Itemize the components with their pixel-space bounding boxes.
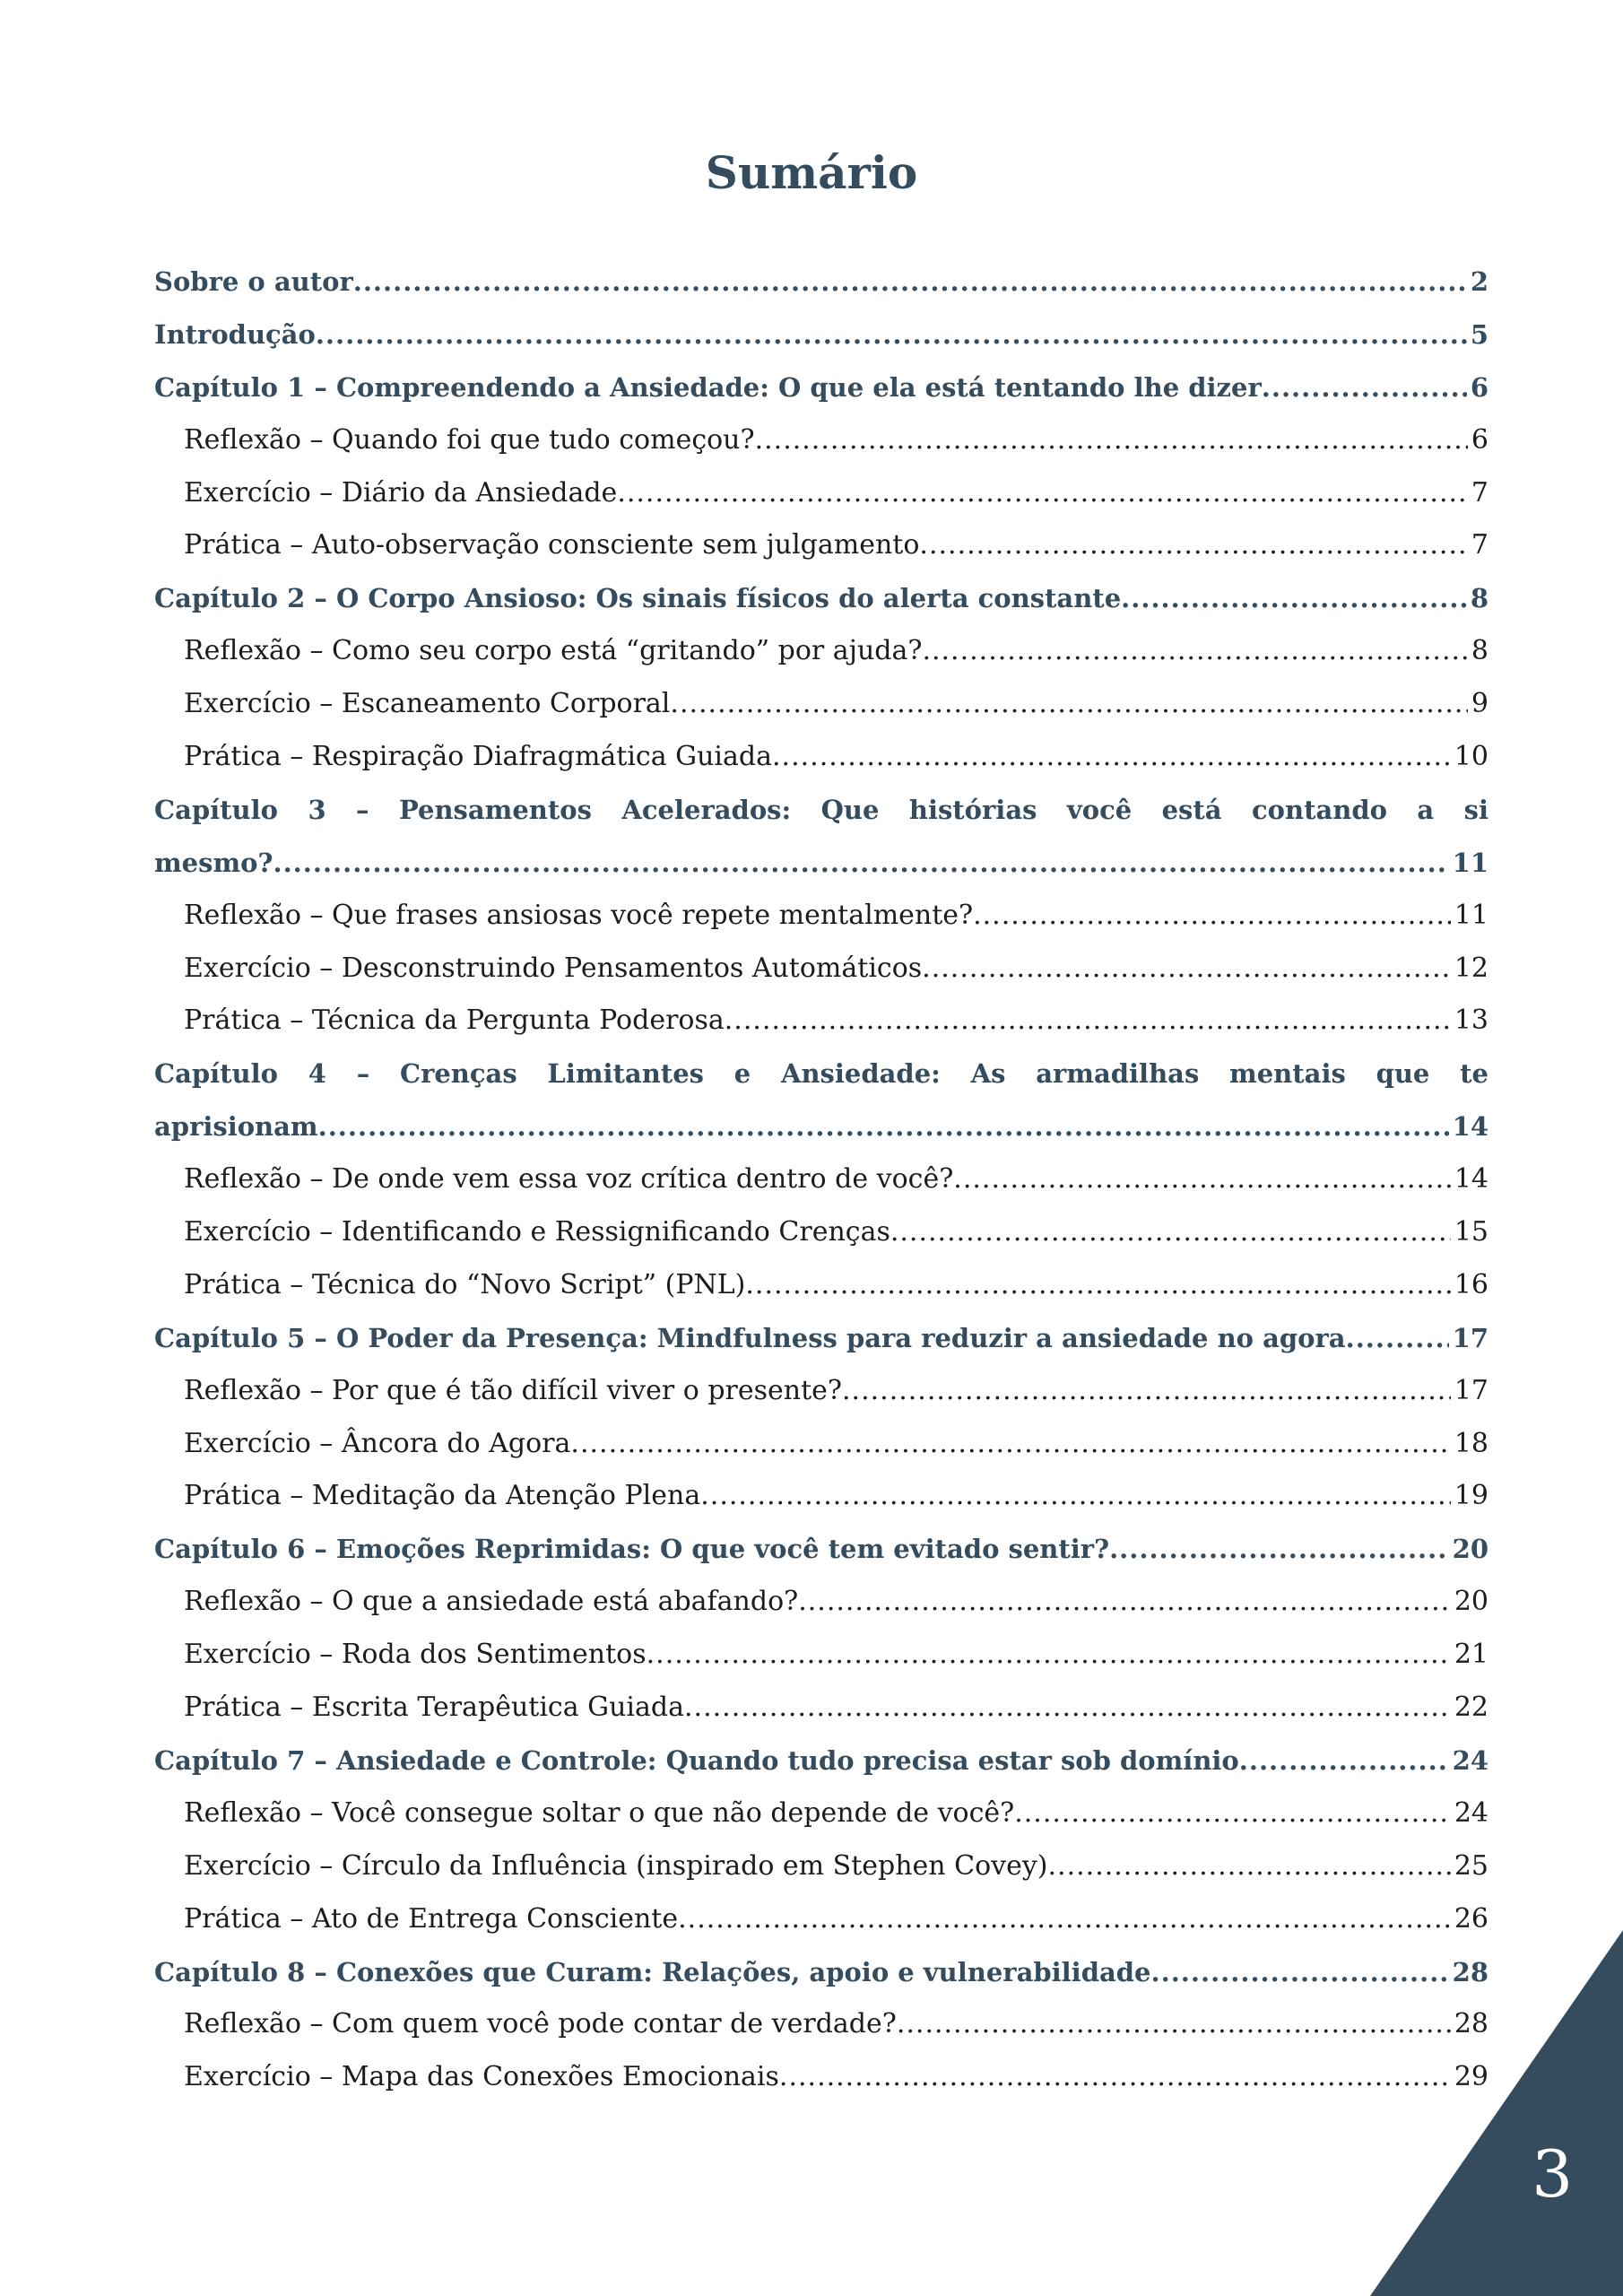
toc-entry-title: Exercício – Escaneamento Corporal — [184, 688, 671, 720]
toc-dot-leader — [1239, 1735, 1449, 1787]
toc-chapter-entry[interactable] — [154, 361, 1488, 414]
toc-dot-leader — [316, 309, 1467, 361]
toc-entry-page-number: 13 — [1454, 1004, 1488, 1037]
toc-entry-title: Capítulo 8 – Conexões que Curam: Relações, apoio e vulnerabilidade — [154, 1956, 1151, 1987]
toc-chapter-entry[interactable] — [154, 1735, 1488, 1787]
toc-chapter-title-line[interactable]: Capítulo 4 – Crenças Limitantes e Ansiedade: As armadilhas mentais que te — [154, 1058, 1488, 1090]
toc-chapter-entry[interactable] — [154, 1946, 1488, 1999]
toc-entry-title: Exercício – Desconstruindo Pensamentos Automáticos — [184, 952, 923, 984]
toc-entry-page-number: 20 — [1452, 1534, 1488, 1565]
toc-dot-leader — [842, 1365, 1451, 1418]
toc-entry-title: Prática – Meditação da Atenção Plena — [184, 1480, 701, 1512]
toc-dot-leader — [725, 995, 1451, 1048]
toc-dot-leader — [919, 519, 1467, 572]
toc-entry-title: Sobre o autor — [154, 266, 353, 297]
toc-entry-title: Introdução — [154, 318, 316, 350]
toc-section-entry[interactable] — [154, 1998, 1488, 2051]
toc-entry-page-number: 17 — [1454, 1374, 1488, 1406]
toc-entry-page-number: 8 — [1471, 635, 1488, 667]
toc-entry-page-number: 25 — [1454, 1849, 1488, 1882]
toc-entry-title: Exercício – Mapa das Conexões Emocionais — [184, 2061, 779, 2093]
toc-section-entry[interactable] — [154, 1787, 1488, 1840]
toc-dot-leader — [953, 1153, 1451, 1206]
toc-chapter-entry[interactable] — [154, 1523, 1488, 1576]
toc-dot-leader — [1346, 1312, 1449, 1365]
toc-dot-leader — [1109, 1523, 1449, 1576]
toc-section-entry[interactable] — [154, 1418, 1488, 1471]
toc-entry-page-number: 16 — [1454, 1268, 1488, 1300]
toc-chapter-entry[interactable] — [154, 1312, 1488, 1365]
toc-entry-page-number: 18 — [1454, 1427, 1488, 1459]
toc-dot-leader — [922, 943, 1451, 996]
toc-entry-title: Reflexão – Como seu corpo está “gritando” por ajuda? — [184, 635, 923, 667]
toc-section-entry[interactable] — [154, 1682, 1488, 1735]
toc-entry-title: mesmo? — [154, 847, 273, 878]
toc-entry-title: Exercício – Círculo da Influência (inspirado em Stephen Covey) — [184, 1849, 1048, 1882]
toc-entry-title: Prática – Técnica do “Novo Script” (PNL) — [184, 1268, 746, 1300]
toc-entry-page-number: 9 — [1471, 688, 1488, 720]
toc-entry-title: Capítulo 5 – O Poder da Presença: Mindfulness para reduzir a ansiedade no agora — [154, 1322, 1346, 1353]
toc-dot-leader — [772, 731, 1451, 784]
toc-dot-leader — [755, 414, 1468, 467]
toc-dot-leader — [678, 1893, 1451, 1946]
toc-entry-title: Capítulo 2 – O Corpo Ansioso: Os sinais físicos do alerta constante — [154, 583, 1122, 614]
toc-dot-leader — [973, 890, 1451, 943]
toc-section-entry[interactable] — [154, 1259, 1488, 1312]
toc-entry-title: Reflexão – O que a ansiedade está abafando? — [184, 1586, 799, 1618]
toc-entry-page-number: 8 — [1470, 583, 1488, 614]
toc-entry-page-number: 28 — [1452, 1956, 1488, 1987]
toc-entry-title: Prática – Escrita Terapêutica Guiada — [184, 1692, 685, 1724]
toc-entry-title: Exercício – Identificando e Ressignificando Crenças — [184, 1216, 890, 1248]
toc-entry-page-number: 20 — [1454, 1586, 1488, 1618]
toc-entry-title: Capítulo 7 – Ansiedade e Controle: Quando tudo precisa estar sob domínio — [154, 1744, 1239, 1776]
table-of-contents — [154, 256, 1488, 2104]
toc-dot-leader — [1048, 1840, 1451, 1893]
toc-dot-leader — [1121, 572, 1467, 625]
toc-section-entry[interactable] — [154, 414, 1488, 467]
corner-triangle — [1370, 1930, 1623, 2296]
toc-entry-page-number: 24 — [1452, 1744, 1488, 1776]
toc-section-entry[interactable] — [154, 519, 1488, 572]
toc-entry-page-number: 11 — [1454, 899, 1488, 931]
toc-entry-page-number: 29 — [1454, 2061, 1488, 2093]
toc-entry-title: Capítulo 6 – Emoções Reprimidas: O que você tem evitado sentir? — [154, 1534, 1110, 1565]
toc-section-entry[interactable] — [154, 1153, 1488, 1206]
toc-entry-title: Exercício – Roda dos Sentimentos — [184, 1639, 647, 1671]
toc-dot-leader — [318, 1100, 1449, 1153]
toc-dot-leader — [890, 1206, 1451, 1259]
toc-dot-leader — [798, 1576, 1451, 1629]
toc-section-entry[interactable] — [154, 1840, 1488, 1893]
toc-entry-page-number: 7 — [1471, 529, 1488, 561]
page-number: 3 — [1532, 2136, 1573, 2212]
toc-entry-title: Exercício – Diário da Ansiedade — [184, 476, 618, 509]
toc-entry-page-number: 21 — [1454, 1639, 1488, 1671]
toc-section-entry[interactable] — [154, 1470, 1488, 1523]
toc-entry-title: Reflexão – Por que é tão difícil viver o presente? — [184, 1374, 843, 1406]
toc-entry-page-number: 17 — [1452, 1322, 1488, 1353]
toc-entry-page-number: 24 — [1454, 1796, 1488, 1829]
toc-entry-page-number: 14 — [1452, 1111, 1488, 1143]
toc-chapter-entry[interactable] — [154, 256, 1488, 309]
toc-section-entry[interactable] — [154, 625, 1488, 678]
toc-dot-leader — [570, 1418, 1450, 1471]
toc-entry-title: Reflexão – Com quem você pode contar de verdade? — [184, 2008, 897, 2040]
toc-section-entry[interactable] — [154, 1629, 1488, 1682]
toc-chapter-entry[interactable] — [154, 572, 1488, 625]
toc-entry-page-number: 2 — [1470, 266, 1488, 297]
toc-section-entry[interactable] — [154, 890, 1488, 943]
toc-section-entry[interactable] — [154, 943, 1488, 996]
toc-entry-page-number: 6 — [1471, 423, 1488, 456]
toc-entry-page-number: 22 — [1454, 1692, 1488, 1724]
toc-dot-leader — [617, 467, 1468, 520]
toc-chapter-entry[interactable] — [154, 309, 1488, 361]
toc-dot-leader — [1014, 1787, 1451, 1840]
toc-entry-title: aprisionam — [154, 1111, 318, 1143]
toc-section-entry[interactable] — [154, 1365, 1488, 1418]
toc-entry-page-number: 11 — [1452, 847, 1488, 878]
toc-entry-title: Prática – Respiração Diafragmática Guiada — [184, 741, 773, 773]
toc-entry-title: Reflexão – De onde vem essa voz crítica dentro de você? — [184, 1163, 954, 1196]
toc-section-entry[interactable] — [154, 2051, 1488, 2104]
toc-entry-page-number: 15 — [1454, 1216, 1488, 1248]
toc-entry-page-number: 26 — [1454, 1902, 1488, 1935]
toc-dot-leader — [897, 1998, 1451, 2051]
toc-dot-leader — [745, 1259, 1450, 1312]
toc-entry-title: Capítulo 1 – Compreendendo a Ansiedade: O que ela está tentando lhe dizer — [154, 371, 1262, 403]
toc-entry-title: Reflexão – Que frases ansiosas você repete mentalmente? — [184, 899, 974, 931]
toc-section-entry[interactable] — [154, 1206, 1488, 1259]
toc-entry-page-number: 28 — [1454, 2008, 1488, 2040]
page-title: Sumário — [705, 146, 918, 199]
toc-entry-title: Exercício – Âncora do Agora — [184, 1427, 571, 1459]
toc-section-entry[interactable] — [154, 995, 1488, 1048]
toc-dot-leader — [779, 2051, 1451, 2104]
toc-dot-leader — [922, 625, 1467, 678]
toc-chapter-entry[interactable] — [154, 837, 1488, 890]
toc-entry-page-number: 19 — [1454, 1480, 1488, 1512]
toc-entry-page-number: 12 — [1454, 952, 1488, 984]
toc-entry-page-number: 5 — [1470, 318, 1488, 350]
toc-chapter-entry[interactable] — [154, 1100, 1488, 1153]
toc-dot-leader — [684, 1682, 1451, 1735]
toc-section-entry[interactable] — [154, 678, 1488, 731]
toc-section-entry[interactable] — [154, 1893, 1488, 1946]
toc-dot-leader — [670, 678, 1468, 731]
toc-dot-leader — [273, 837, 1448, 890]
toc-entry-title: Prática – Auto-observação consciente sem julgamento — [184, 529, 920, 561]
toc-dot-leader — [700, 1470, 1451, 1523]
toc-dot-leader — [1262, 361, 1467, 414]
toc-dot-leader — [353, 256, 1467, 309]
toc-entry-title: Reflexão – Você consegue soltar o que não depende de você? — [184, 1796, 1015, 1829]
toc-entry-page-number: 10 — [1454, 741, 1488, 773]
toc-entry-title: Reflexão – Quando foi que tudo começou? — [184, 423, 755, 456]
toc-section-entry[interactable] — [154, 731, 1488, 784]
toc-entry-page-number: 6 — [1470, 371, 1488, 403]
toc-entry-title: Prática – Técnica da Pergunta Poderosa — [184, 1004, 725, 1037]
toc-entry-page-number: 7 — [1471, 476, 1488, 509]
toc-section-entry[interactable] — [154, 467, 1488, 520]
toc-chapter-title-line[interactable]: Capítulo 3 – Pensamentos Acelerados: Que histórias você está contando a si — [154, 794, 1488, 825]
toc-dot-leader — [647, 1629, 1451, 1682]
toc-entry-title: Prática – Ato de Entrega Consciente — [184, 1902, 679, 1935]
corner-triangle-decoration — [1370, 1930, 1623, 2296]
toc-section-entry[interactable] — [154, 1576, 1488, 1629]
toc-entry-page-number: 14 — [1454, 1163, 1488, 1196]
